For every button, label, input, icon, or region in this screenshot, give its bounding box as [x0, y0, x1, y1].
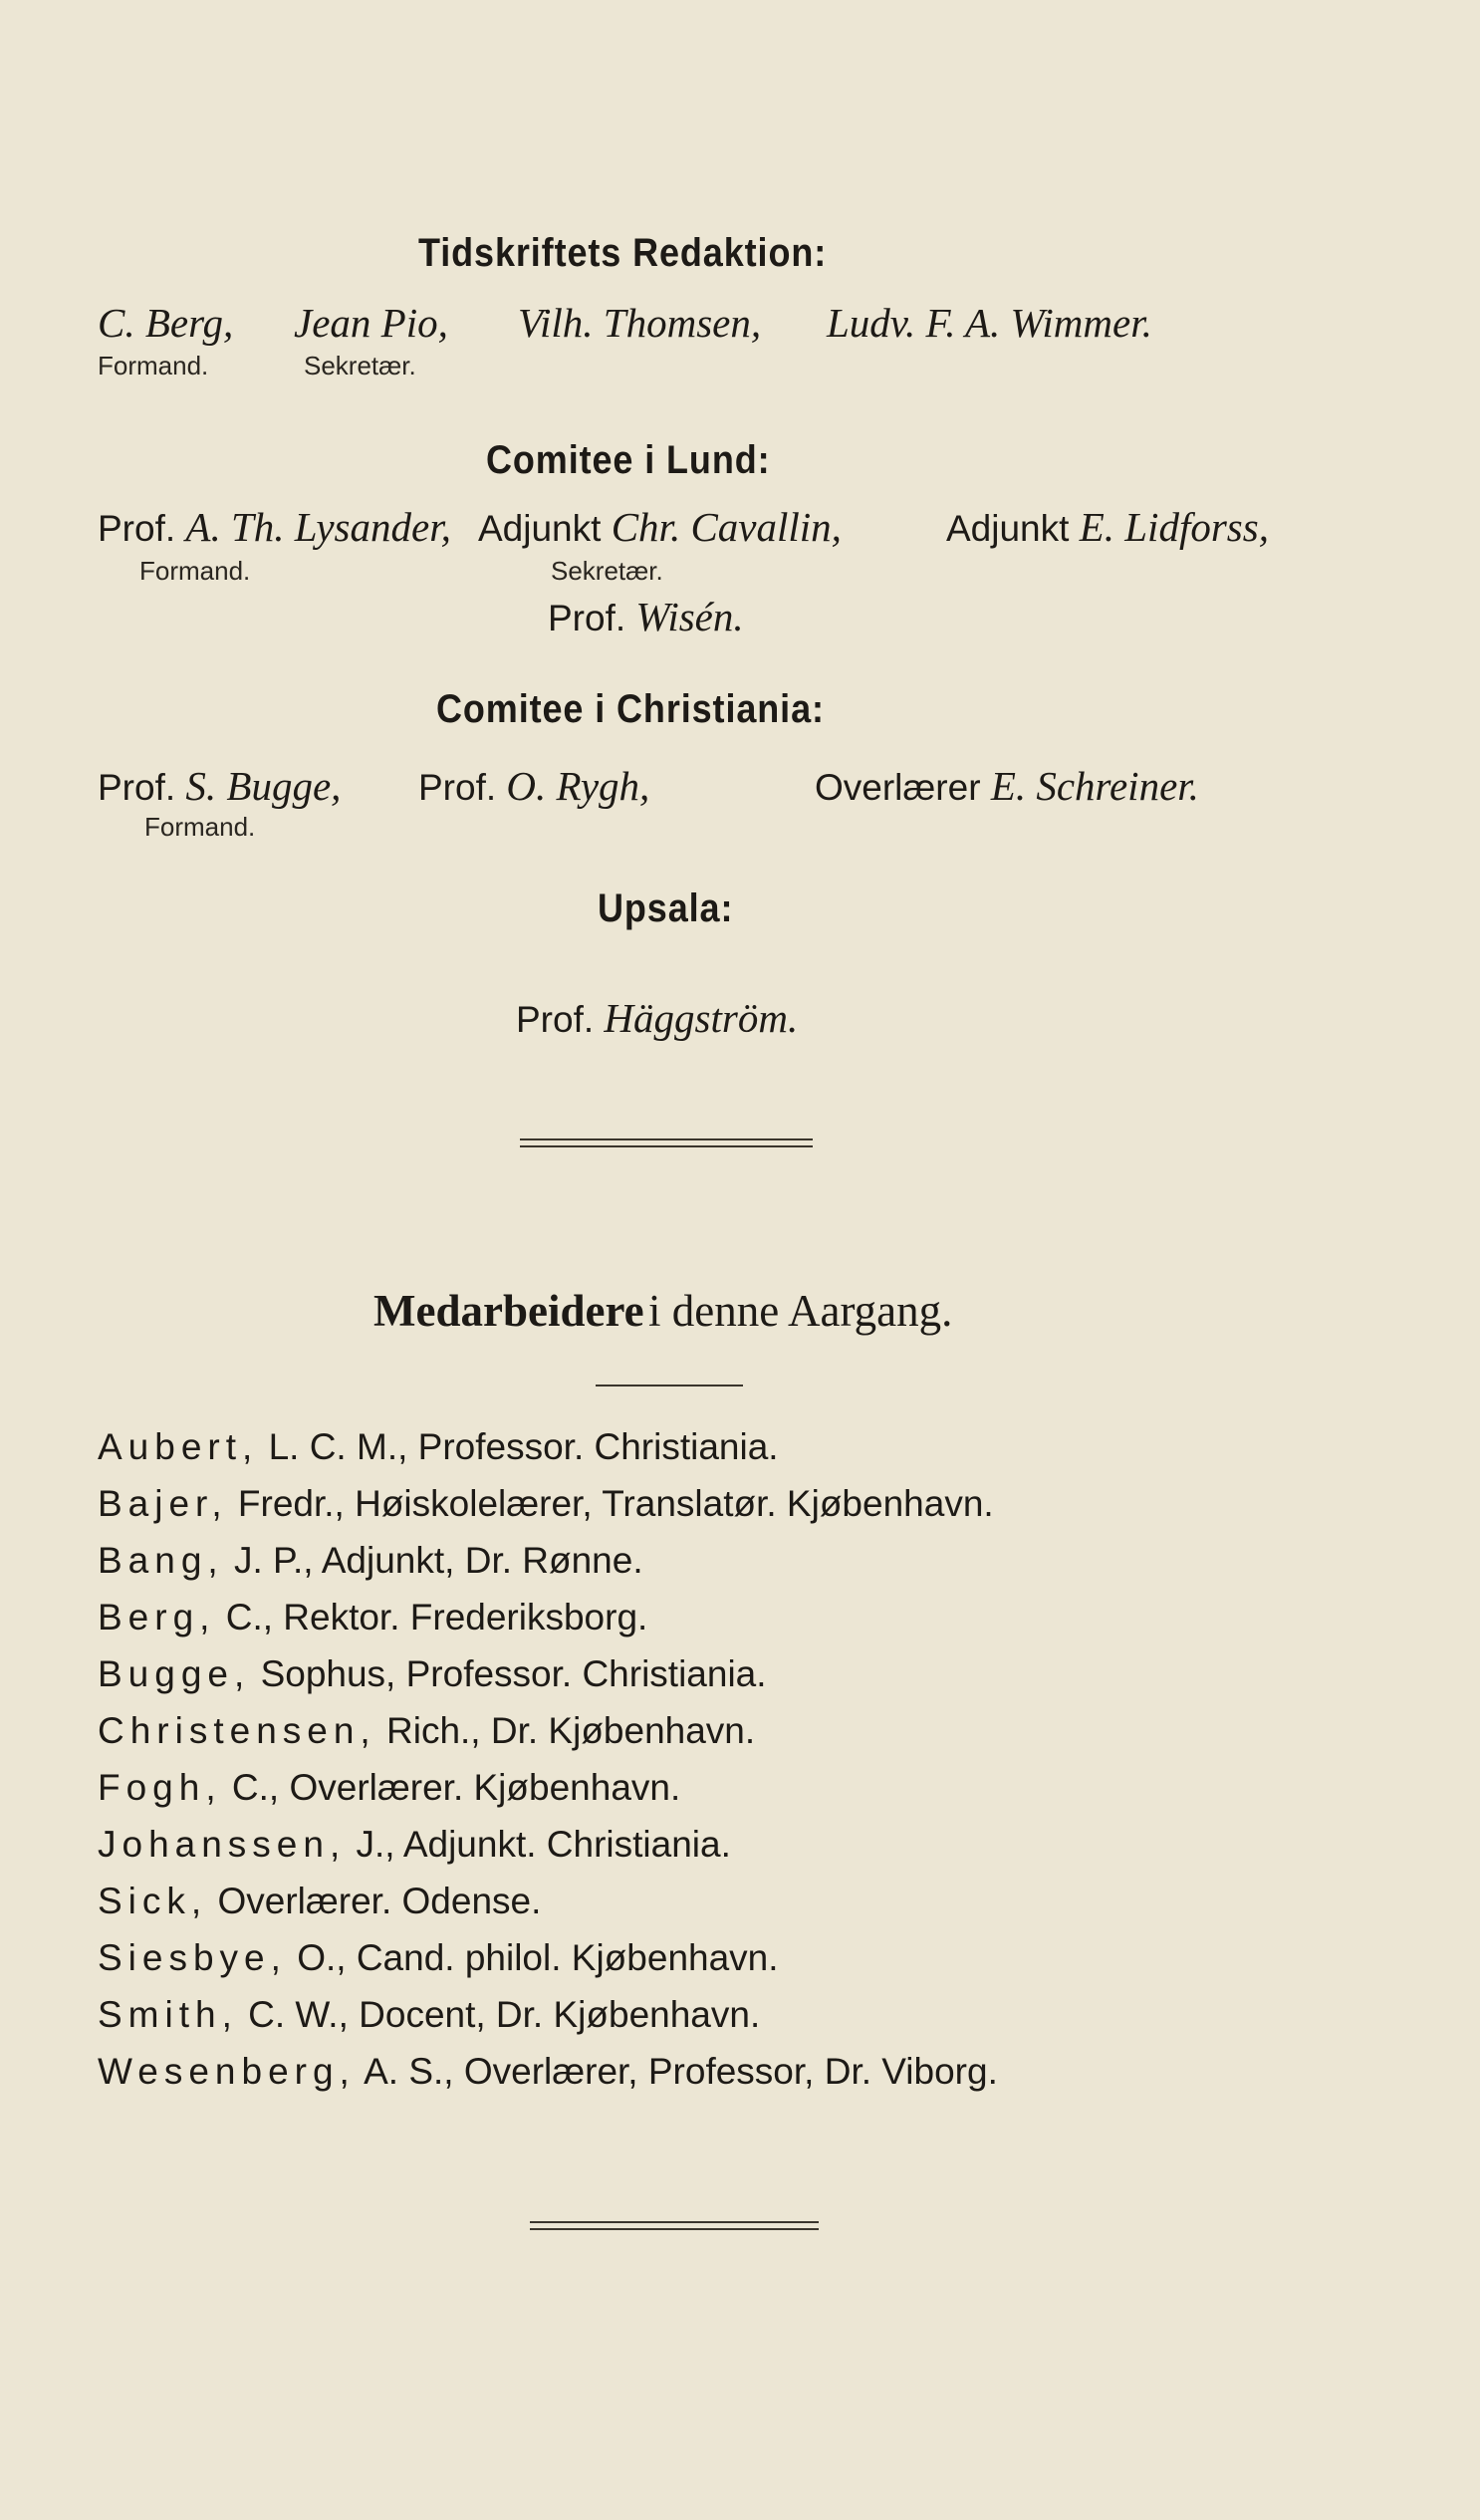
medarbeider-details: A. S., Overlærer, Professor, Dr. Viborg.: [364, 2051, 998, 2092]
lund-role-formand: Formand.: [139, 556, 251, 586]
medarbeider-entry: [98, 1937, 779, 1979]
christiania-p3-prefix: Overlærer: [815, 767, 981, 808]
medarbeider-details: C. W., Docent, Dr. Kjøbenhavn.: [248, 1994, 761, 2035]
medarbeider-details: Sophus, Professor. Christiania.: [260, 1653, 767, 1694]
medarbeider-details: J. P., Adjunkt, Dr. Rønne.: [233, 1540, 643, 1581]
christiania-p1-prefix: Prof.: [98, 767, 176, 808]
medarbeider-surname: Bang,: [98, 1540, 224, 1581]
medarbeider-details: Overlærer. Odense.: [217, 1881, 542, 1921]
medarbeidere-short-rule: [596, 1385, 743, 1386]
medarbeidere-heading: [373, 1285, 952, 1337]
medarbeider-surname: Christensen,: [98, 1710, 376, 1751]
redaktion-name-thomsen: Vilh. Thomsen,: [518, 300, 762, 346]
upsala-heading: Upsala:: [598, 886, 734, 930]
medarbeider-entry: [98, 1994, 760, 2036]
medarbeider-details: Fredr., Høiskolelærer, Translatør. Kjøbenhavn.: [237, 1483, 994, 1524]
medarbeider-entry: [98, 1597, 647, 1638]
medarbeider-details: Rich., Dr. Kjøbenhavn.: [386, 1710, 756, 1751]
medarbeider-surname: Bajer,: [98, 1483, 228, 1524]
lund-role-sekretaer: Sekretær.: [551, 556, 663, 586]
lund-p3-name: E. Lidforss,: [1079, 504, 1269, 550]
christiania-line-1: [98, 762, 341, 810]
medarbeidere-heading-bold: Medarbeidere: [373, 1286, 644, 1336]
section-divider-double-rule: [520, 1138, 813, 1147]
bottom-divider-double-rule: [530, 2221, 819, 2230]
christiania-line-2: [418, 762, 649, 810]
lund-p4-name: Wisén.: [635, 594, 744, 639]
christiania-p2-prefix: Prof.: [418, 767, 497, 808]
redaktion-name-berg: C. Berg,: [98, 300, 234, 346]
medarbeider-surname: Wesenberg,: [98, 2051, 356, 2092]
medarbeider-details: C., Overlærer. Kjøbenhavn.: [231, 1767, 681, 1808]
lund-p1-name: A. Th. Lysander,: [185, 504, 451, 550]
redaktion-name-pio: Jean Pio,: [294, 300, 448, 346]
christiania-p1-name: S. Bugge,: [185, 763, 342, 809]
redaktion-heading: Tidskriftets Redaktion:: [418, 231, 828, 275]
medarbeider-entry: [98, 2051, 998, 2093]
lund-line-3: [946, 503, 1269, 551]
upsala-p1-prefix: Prof.: [516, 999, 595, 1040]
medarbeider-surname: Aubert,: [98, 1426, 259, 1467]
lund-p2-name: Chr. Cavallin,: [611, 504, 842, 550]
medarbeider-surname: Johanssen,: [98, 1824, 347, 1865]
medarbeider-surname: Fogh,: [98, 1767, 222, 1808]
lund-line-1: [98, 503, 451, 551]
medarbeider-entry: [98, 1540, 643, 1582]
medarbeider-entry: [98, 1767, 680, 1809]
lund-line-2: [478, 503, 842, 551]
medarbeider-entry: [98, 1824, 731, 1866]
medarbeider-surname: Berg,: [98, 1597, 216, 1638]
redaktion-role-formand: Formand.: [98, 351, 209, 380]
christiania-line-3: [815, 762, 1199, 810]
medarbeider-details: L. C. M., Professor. Christiania.: [268, 1426, 779, 1467]
christiania-role-formand: Formand.: [144, 812, 256, 842]
medarbeider-surname: Sick,: [98, 1881, 208, 1921]
redaktion-role-sekretaer: Sekretær.: [304, 351, 416, 380]
christiania-p3-name: E. Schreiner.: [990, 763, 1199, 809]
upsala-line-1: [516, 994, 798, 1042]
christiania-heading: Comitee i Christiania:: [436, 687, 825, 731]
christiania-p2-name: O. Rygh,: [506, 763, 650, 809]
redaktion-name-wimmer: Ludv. F. A. Wimmer.: [827, 300, 1152, 346]
medarbeider-entry: [98, 1426, 779, 1468]
lund-heading: Comitee i Lund:: [486, 438, 771, 482]
medarbeider-details: J., Adjunkt. Christiania.: [356, 1824, 731, 1865]
medarbeider-entry: [98, 1710, 755, 1752]
medarbeidere-heading-rest: i denne Aargang.: [648, 1286, 953, 1336]
lund-p4-prefix: Prof.: [548, 598, 626, 638]
lund-p2-prefix: Adjunkt: [478, 508, 602, 549]
medarbeider-surname: Smith,: [98, 1994, 238, 2035]
medarbeider-entry: [98, 1483, 994, 1525]
medarbeider-surname: Siesbye,: [98, 1937, 287, 1978]
medarbeider-entry: [98, 1653, 767, 1695]
medarbeider-details: C., Rektor. Frederiksborg.: [225, 1597, 648, 1638]
medarbeider-details: O., Cand. philol. Kjøbenhavn.: [297, 1937, 779, 1978]
medarbeider-entry: [98, 1881, 541, 1922]
lund-p1-prefix: Prof.: [98, 508, 176, 549]
lund-p3-prefix: Adjunkt: [946, 508, 1070, 549]
medarbeider-surname: Bugge,: [98, 1653, 251, 1694]
upsala-p1-name: Häggström.: [604, 995, 799, 1041]
lund-line-4: [548, 593, 744, 640]
